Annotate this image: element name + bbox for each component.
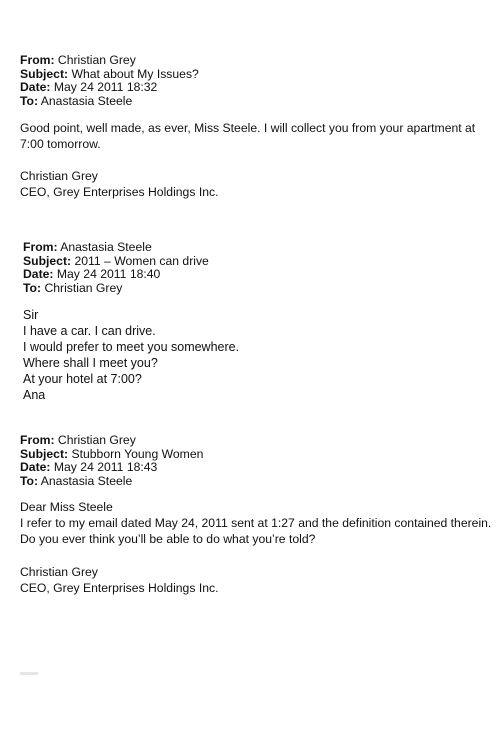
date-label: Date: bbox=[23, 267, 54, 282]
signature-name: Christian Grey bbox=[20, 565, 98, 580]
date-line bbox=[20, 81, 490, 95]
subject-value: 2011 – Women can drive bbox=[74, 253, 209, 268]
email-message bbox=[20, 434, 491, 596]
from-value: Christian Grey bbox=[57, 433, 136, 447]
to-value: Anastasia Steele bbox=[40, 93, 133, 108]
email-header bbox=[20, 434, 491, 488]
body-line: Ana bbox=[23, 388, 46, 403]
email-message bbox=[20, 54, 490, 200]
to-line bbox=[23, 282, 239, 296]
date-value: May 24 2011 18:32 bbox=[53, 80, 158, 95]
email-body bbox=[20, 499, 491, 547]
subject-label: Subject: bbox=[23, 253, 72, 268]
body-line: Good point, well made, as ever, Miss Steele. I will collect you from your apartment at 7:00 tomorrow. bbox=[20, 121, 476, 152]
email-header bbox=[20, 54, 490, 108]
body-line: At your hotel at 7:00? bbox=[23, 372, 142, 387]
body-line: Do you ever think you’ll be able to do what you’re told? bbox=[20, 532, 316, 547]
to-line bbox=[20, 95, 490, 109]
from-label: From: bbox=[20, 53, 55, 67]
date-label: Date: bbox=[20, 460, 51, 475]
body-line: Where shall I meet you? bbox=[23, 356, 158, 371]
subject-line bbox=[20, 448, 491, 462]
date-line bbox=[20, 461, 491, 475]
subject-value: What about My Issues? bbox=[71, 66, 199, 81]
date-value: May 24 2011 18:43 bbox=[53, 460, 158, 475]
signature-name: Christian Grey bbox=[20, 169, 98, 184]
body-line: Sir bbox=[23, 308, 39, 323]
subject-line bbox=[20, 68, 490, 82]
subject-label: Subject: bbox=[20, 446, 69, 461]
date-value: May 24 2011 18:40 bbox=[56, 267, 161, 282]
from-label: From: bbox=[23, 240, 58, 254]
faint-mark bbox=[20, 672, 38, 675]
email-message bbox=[23, 241, 239, 403]
subject-label: Subject: bbox=[20, 66, 69, 81]
body-line: I would prefer to meet you somewhere. bbox=[23, 340, 240, 355]
to-label: To: bbox=[20, 93, 39, 108]
subject-line bbox=[23, 255, 239, 269]
date-label: Date: bbox=[20, 80, 51, 95]
from-line bbox=[20, 54, 490, 68]
body-line: I refer to my email dated May 24, 2011 sent at 1:27 and the definition contained therein. bbox=[20, 516, 492, 531]
date-line bbox=[23, 268, 239, 282]
to-value: Christian Grey bbox=[44, 280, 123, 295]
subject-value: Stubborn Young Women bbox=[71, 446, 204, 461]
signature-title: CEO, Grey Enterprises Holdings Inc. bbox=[20, 581, 219, 596]
from-value: Christian Grey bbox=[57, 53, 136, 67]
from-value: Anastasia Steele bbox=[60, 240, 152, 254]
to-value: Anastasia Steele bbox=[40, 473, 133, 488]
to-line bbox=[20, 475, 491, 489]
email-body bbox=[23, 307, 239, 403]
email-body bbox=[20, 120, 490, 152]
email-signature bbox=[20, 168, 490, 200]
from-line bbox=[20, 434, 491, 448]
email-signature bbox=[20, 564, 491, 596]
to-label: To: bbox=[20, 473, 39, 488]
to-label: To: bbox=[23, 280, 42, 295]
from-label: From: bbox=[20, 433, 55, 447]
email-header bbox=[23, 241, 239, 295]
body-line: Dear Miss Steele bbox=[20, 500, 113, 515]
body-line: I have a car. I can drive. bbox=[23, 324, 156, 339]
from-line bbox=[23, 241, 239, 255]
signature-title: CEO, Grey Enterprises Holdings Inc. bbox=[20, 185, 219, 200]
